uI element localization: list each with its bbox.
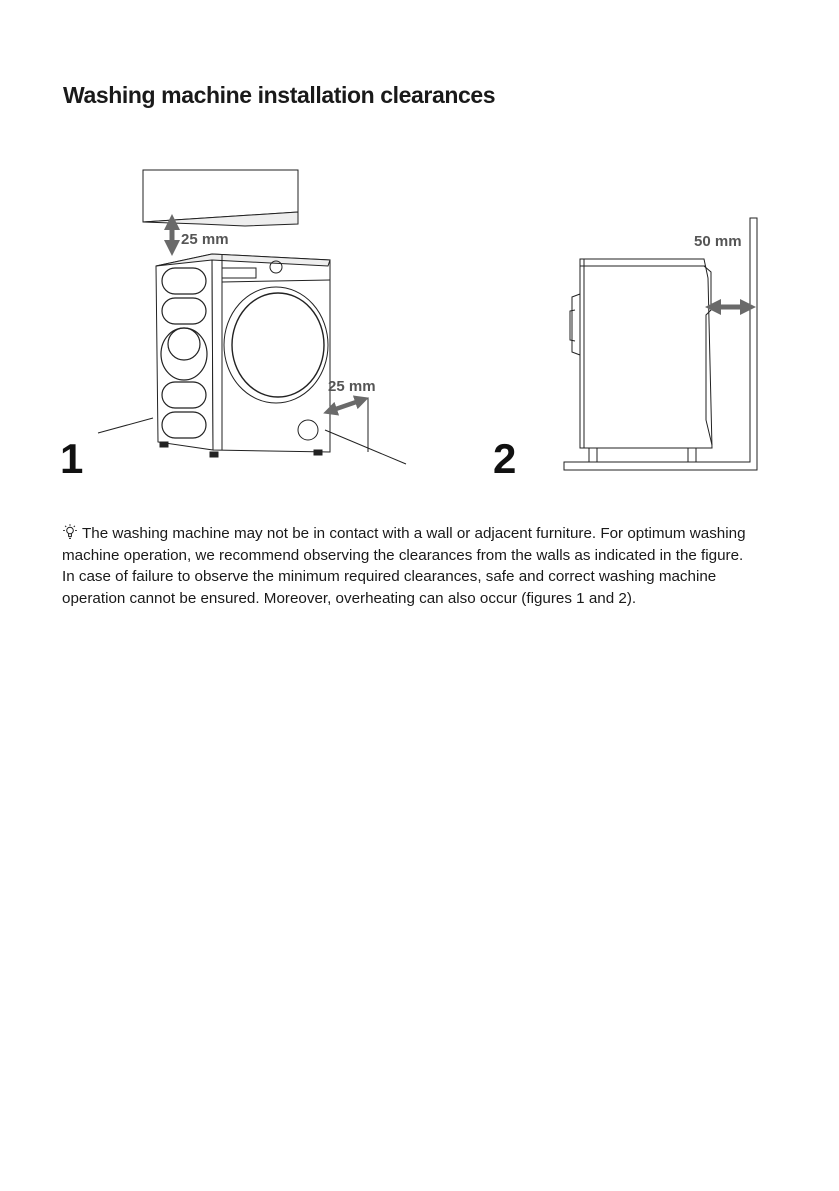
figure-1-washer-perspective <box>98 170 406 464</box>
note-text-1: The washing machine may not be in contact with a wall or adjacent furniture. For optimum washing machine operation, we recommend observing the clearances from the walls as indicated in the figure. <box>62 525 746 564</box>
lightbulb-icon <box>62 524 78 540</box>
rear-clearance-label: 50 mm <box>694 233 742 250</box>
side-clearance-label: 25 mm <box>328 378 376 395</box>
side-clearance-arrow <box>330 400 362 411</box>
note-paragraph-2: In case of failure to observe the minimum required clearances, safe and correct washing machine operation cannot be ensured. Moreover, overheating can also occur (figures 1 and 2). <box>62 568 717 607</box>
page-title: Washing machine installation clearances <box>63 82 496 108</box>
note-paragraph-1 <box>62 523 777 566</box>
washer-body <box>156 254 330 457</box>
figure-2-number: 2 <box>493 435 517 480</box>
installation-note <box>62 523 777 609</box>
figure-1-number: 1 <box>60 435 84 480</box>
top-clearance-label: 25 mm <box>181 231 229 248</box>
figure-2-washer-side <box>564 218 757 470</box>
overhead-cabinet <box>143 170 298 226</box>
clearance-illustration <box>0 160 839 480</box>
